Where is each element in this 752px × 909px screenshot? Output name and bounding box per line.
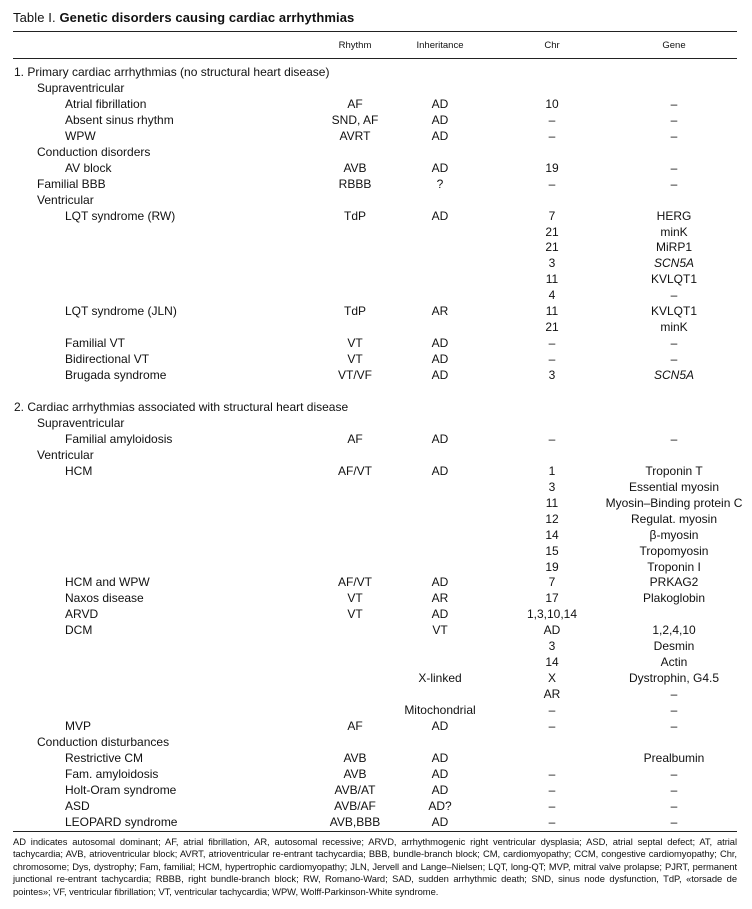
- row-label: Ventricular: [37, 192, 94, 207]
- row-label: Ventricular: [37, 447, 94, 462]
- cell-gene: Plakoglobin: [642, 591, 706, 606]
- header-rhythm: Rhythm: [338, 40, 372, 51]
- row-label: LQT syndrome (RW): [65, 208, 176, 223]
- row-label: Holt-Oram syndrome: [65, 782, 177, 797]
- cell-gene: KVLQT1: [650, 304, 698, 319]
- cell-rhythm: AVB: [343, 160, 367, 175]
- table-row: [0, 176, 752, 192]
- footnote: AD indicates autosomal dominant; AF, atrial fibrillation, AR, autosomal recessive; ARVD, arrhythmogenic right ventricular dysplasia; ASD, atrial septal defect; AT, atrial tachycardia; AVB, atrioventricular block; AVRT, atrioventricular re-entrant tachycardia; BBB, bundle-branch block; CM, cardiomyopathy; CCM, congestive cardiomyopathy; Chr, chromosome; Dys, dystrophy; Fam, familial; HCM, hypertrophic cardiomyopathy; JLN, Jervell and Lange–Nielsen; LQT, long-QT; MVP, mitral valve prolapse; PJRT, permanent junctional re-entrant tachycardia; RBBB, right bundle-branch block; RW, Romano-Ward; SAD, sudden arrhythmic death; SND, sinus node dysfunction, TdP, «torsade de pointes»; VF, ventricular fibrillation; VT, ventricular tachycardia; WPW, Wolff-Parkinson-White syndrome.: [13, 836, 737, 897]
- table-row: [0, 319, 752, 335]
- table-row: [0, 750, 752, 766]
- table-row: [0, 782, 752, 798]
- table-row: [0, 590, 752, 606]
- cell-rhythm: SND, AF: [331, 112, 379, 127]
- cell-gene: –: [670, 336, 678, 351]
- row-label: ARVD: [65, 607, 99, 622]
- cell-inheritance: AD: [431, 814, 449, 829]
- cell-chr: –: [548, 431, 556, 446]
- cell-rhythm: VT: [347, 607, 363, 622]
- cell-inheritance: AD: [431, 336, 449, 351]
- cell-gene: –: [670, 703, 678, 718]
- table-row: [0, 224, 752, 240]
- cell-inheritance: AD: [431, 766, 449, 781]
- table-row: [0, 574, 752, 590]
- row-label: HCM and WPW: [65, 575, 150, 590]
- cell-gene: –: [670, 128, 678, 143]
- cell-chr: 21: [545, 320, 559, 335]
- cell-chr: 17: [545, 591, 559, 606]
- row-label: WPW: [65, 128, 96, 143]
- cell-gene: –: [670, 288, 678, 303]
- table-row: [0, 702, 752, 718]
- cell-gene: SCN5A: [653, 256, 695, 271]
- cell-rhythm: TdP: [343, 304, 367, 319]
- cell-chr: –: [548, 176, 556, 191]
- cell-gene: Desmin: [653, 639, 695, 654]
- row-label: Familial VT: [65, 336, 126, 351]
- cell-chr: 11: [545, 304, 559, 319]
- cell-inheritance: VT: [432, 623, 448, 638]
- cell-gene: –: [670, 112, 678, 127]
- row-label: Conduction disturbances: [37, 734, 170, 749]
- cell-chr: 12: [545, 511, 559, 526]
- table-row: [0, 527, 752, 543]
- table-row: [0, 463, 752, 479]
- row-label: Restrictive CM: [65, 750, 144, 765]
- cell-gene: –: [670, 96, 678, 111]
- cell-chr: 14: [545, 527, 559, 542]
- cell-chr: 10: [545, 96, 559, 111]
- cell-rhythm: AVB: [343, 750, 367, 765]
- table-row: [0, 654, 752, 670]
- cell-inheritance: AD: [431, 575, 449, 590]
- cell-chr: 3: [548, 639, 556, 654]
- row-label: Familial amyloidosis: [65, 431, 173, 446]
- cell-chr: AR: [543, 687, 561, 702]
- cell-chr: X: [547, 671, 557, 686]
- cell-chr: 7: [548, 208, 556, 223]
- table-row: [0, 64, 752, 80]
- cell-inheritance: AD: [431, 208, 449, 223]
- cell-inheritance: AD: [431, 750, 449, 765]
- header-gene: Gene: [662, 40, 686, 51]
- cell-inheritance: AD: [431, 368, 449, 383]
- cell-inheritance: AR: [431, 591, 449, 606]
- cell-gene: HERG: [656, 208, 692, 223]
- bottom-rule: [13, 831, 737, 832]
- cell-chr: 1: [548, 463, 556, 478]
- table-row: [0, 622, 752, 638]
- cell-chr: 21: [545, 240, 559, 255]
- cell-gene: SCN5A: [653, 368, 695, 383]
- row-label: Conduction disorders: [37, 144, 151, 159]
- cell-rhythm: VT: [347, 336, 363, 351]
- header-inheritance: Inheritance: [416, 40, 464, 51]
- table-row: [0, 144, 752, 160]
- cell-chr: –: [548, 719, 556, 733]
- row-label: Absent sinus rhythm: [65, 112, 174, 127]
- cell-chr: 3: [548, 256, 556, 271]
- cell-gene: MiRP1: [655, 240, 693, 255]
- cell-gene: –: [670, 798, 678, 813]
- cell-chr: 3: [548, 368, 556, 383]
- cell-chr: –: [548, 352, 556, 367]
- cell-inheritance: AD: [431, 352, 449, 367]
- cell-chr: 15: [545, 543, 559, 558]
- cell-inheritance: AD: [431, 96, 449, 111]
- table-row: [0, 638, 752, 654]
- cell-gene: –: [670, 176, 678, 191]
- table-row: [0, 734, 752, 750]
- cell-inheritance: AD: [431, 160, 449, 175]
- table-row: [0, 112, 752, 128]
- cell-chr: 21: [545, 224, 559, 239]
- cell-chr: –: [548, 703, 556, 718]
- cell-rhythm: AF: [347, 96, 363, 111]
- table-row: [0, 128, 752, 144]
- cell-inheritance: AD: [431, 782, 449, 797]
- cell-chr: 4: [548, 288, 556, 303]
- table-row: [0, 447, 752, 463]
- cell-chr: 19: [545, 160, 559, 175]
- cell-rhythm: AVB/AT: [334, 782, 376, 797]
- row-label: Atrial fibrillation: [65, 96, 147, 111]
- cell-rhythm: AF: [347, 719, 363, 733]
- table-row: [0, 399, 752, 415]
- row-label: LEOPARD syndrome: [65, 814, 178, 829]
- table-row: [0, 479, 752, 495]
- table-row: [0, 351, 752, 367]
- header-rule: [13, 58, 737, 59]
- table-row: [0, 271, 752, 287]
- table-row: [0, 814, 752, 830]
- table-title: [13, 10, 354, 25]
- cell-inheritance: AD: [431, 719, 449, 733]
- row-label: HCM: [65, 463, 93, 478]
- cell-chr: –: [548, 128, 556, 143]
- row-label: AV block: [65, 160, 112, 175]
- cell-inheritance: AR: [431, 304, 449, 319]
- row-label: Brugada syndrome: [65, 368, 167, 383]
- cell-inheritance: AD: [431, 463, 449, 478]
- cell-rhythm: VT/VF: [337, 368, 373, 383]
- cell-chr: –: [548, 814, 556, 829]
- cell-gene: –: [670, 766, 678, 781]
- cell-gene: β-myosin: [649, 527, 699, 542]
- table-row: [0, 239, 752, 255]
- cell-gene: Troponin I: [647, 559, 701, 574]
- row-label: Supraventricular: [37, 80, 125, 95]
- cell-chr: –: [548, 798, 556, 813]
- cell-rhythm: VT: [347, 352, 363, 367]
- cell-gene: –: [670, 431, 678, 446]
- cell-rhythm: RBBB: [338, 176, 372, 191]
- cell-gene: Troponin T: [645, 463, 703, 478]
- row-label: Naxos disease: [65, 591, 144, 606]
- row-label: Supraventricular: [37, 415, 125, 430]
- cell-gene: Tropomyosin: [639, 543, 709, 558]
- cell-rhythm: AVB: [343, 766, 367, 781]
- cell-gene: Actin: [660, 655, 688, 670]
- cell-gene: Prealbumin: [643, 750, 705, 765]
- table-row: [0, 670, 752, 686]
- cell-rhythm: AVRT: [339, 128, 371, 143]
- table-row: [0, 718, 752, 734]
- table-row: [0, 495, 752, 511]
- cell-inheritance: AD: [431, 112, 449, 127]
- cell-inheritance: X-linked: [418, 671, 462, 686]
- table-title-text: Genetic disorders causing cardiac arrhythmias: [59, 10, 355, 25]
- cell-gene: Myosin–Binding protein C: [605, 495, 743, 510]
- cell-gene: minK: [660, 224, 688, 239]
- top-rule: [13, 31, 737, 32]
- cell-inheritance: AD: [431, 128, 449, 143]
- cell-rhythm: AF/VT: [337, 463, 373, 478]
- row-label: DCM: [65, 623, 93, 638]
- cell-gene: –: [670, 782, 678, 797]
- cell-chr: 1,3,10,14: [526, 607, 578, 622]
- cell-gene: 1,2,4,10: [652, 623, 696, 638]
- cell-chr: –: [548, 336, 556, 351]
- header-chr: Chr: [544, 40, 560, 51]
- cell-rhythm: AVB/AF: [334, 798, 376, 813]
- table-row: [0, 543, 752, 559]
- cell-chr: –: [548, 766, 556, 781]
- table-row: [0, 415, 752, 431]
- cell-chr: 11: [545, 272, 559, 287]
- table-row: [0, 766, 752, 782]
- cell-gene: Dystrophin, G4.5: [628, 671, 720, 686]
- cell-gene: –: [670, 352, 678, 367]
- cell-inheritance: AD?: [428, 798, 452, 813]
- cell-rhythm: AF: [347, 431, 363, 446]
- table-row: [0, 686, 752, 702]
- cell-chr: –: [548, 112, 556, 127]
- row-label: Fam. amyloidosis: [65, 766, 159, 781]
- table-row: [0, 335, 752, 351]
- row-label: 1. Primary cardiac arrhythmias (no structural heart disease): [14, 65, 330, 79]
- cell-rhythm: AVB,BBB: [329, 814, 381, 829]
- cell-gene: minK: [660, 320, 688, 335]
- cell-gene: –: [670, 687, 678, 702]
- cell-chr: AD: [543, 623, 561, 638]
- cell-chr: 11: [545, 495, 559, 510]
- cell-inheritance: AD: [431, 607, 449, 622]
- table-row: [0, 160, 752, 176]
- table-row: [0, 606, 752, 622]
- cell-gene: –: [670, 160, 678, 175]
- table-row: [0, 208, 752, 224]
- cell-gene: KVLQT1: [650, 272, 698, 287]
- cell-rhythm: TdP: [343, 208, 367, 223]
- row-label: ASD: [65, 798, 90, 813]
- cell-inheritance: Mitochondrial: [404, 703, 476, 718]
- table-row: [0, 367, 752, 383]
- table-row: [0, 559, 752, 575]
- cell-rhythm: AF/VT: [337, 575, 373, 590]
- cell-gene: –: [670, 719, 678, 733]
- row-label: LQT syndrome (JLN): [65, 304, 177, 319]
- cell-inheritance: ?: [436, 176, 444, 191]
- table-row: [0, 798, 752, 814]
- table-row: [0, 511, 752, 527]
- cell-chr: 19: [545, 559, 559, 574]
- cell-gene: Regulat. myosin: [630, 511, 718, 526]
- table-title-label: Table I.: [13, 10, 56, 25]
- cell-chr: 3: [548, 479, 556, 494]
- table-row: [0, 287, 752, 303]
- table-row: [0, 255, 752, 271]
- cell-rhythm: VT: [347, 591, 363, 606]
- cell-chr: 14: [545, 655, 559, 670]
- table-row: [0, 303, 752, 319]
- cell-gene: PRKAG2: [649, 575, 699, 590]
- table-row: [0, 80, 752, 96]
- row-label: Bidirectional VT: [65, 352, 150, 367]
- table-row: [0, 192, 752, 208]
- cell-gene: –: [670, 814, 678, 829]
- table-row: [0, 96, 752, 112]
- row-label: Familial BBB: [37, 176, 106, 191]
- cell-chr: 7: [548, 575, 556, 590]
- row-label: 2. Cardiac arrhythmias associated with structural heart disease: [14, 400, 349, 414]
- cell-inheritance: AD: [431, 431, 449, 446]
- cell-chr: –: [548, 782, 556, 797]
- table-row: [0, 431, 752, 447]
- row-label: MVP: [65, 719, 92, 733]
- cell-gene: Essential myosin: [628, 479, 720, 494]
